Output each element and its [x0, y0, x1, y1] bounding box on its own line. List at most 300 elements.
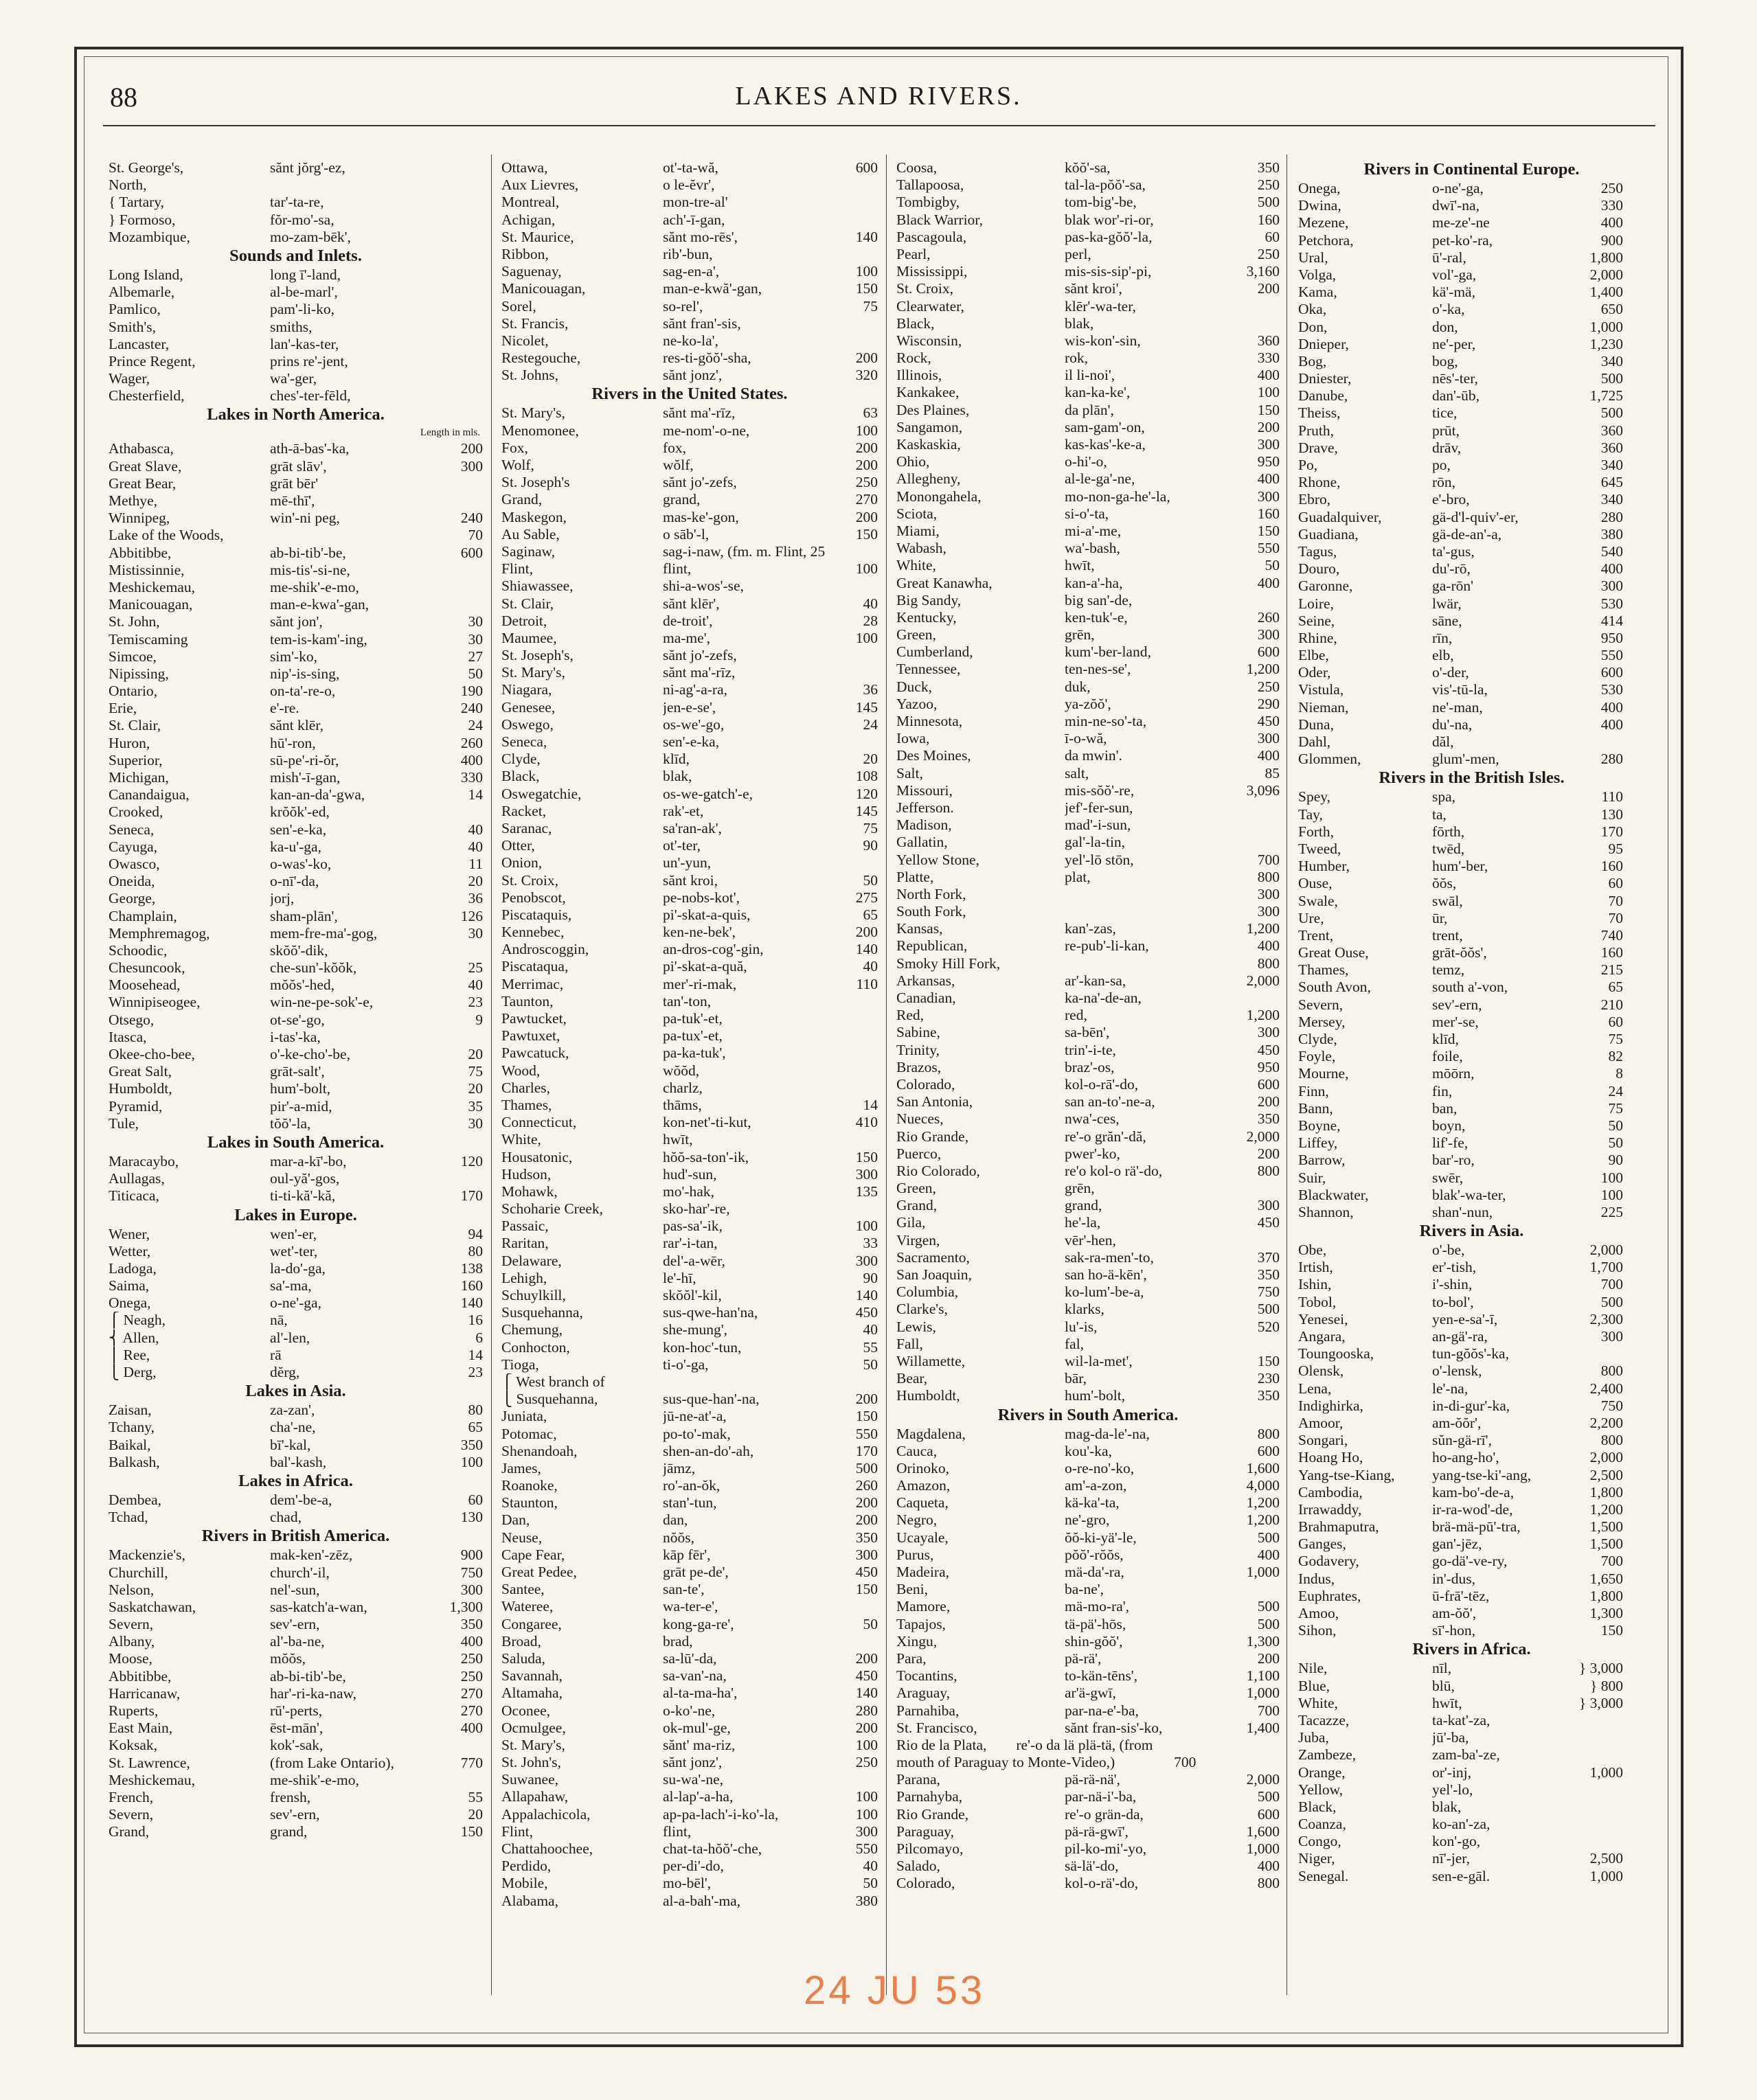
entry-row	[896, 1145, 1280, 1163]
entry-row	[896, 436, 1280, 453]
entry-pronunciation: sī'-hon,	[1432, 1622, 1475, 1639]
entry-pronunciation: sä-lä'-do,	[1065, 1858, 1119, 1875]
entry-name: ⎧ West branch of	[501, 1373, 605, 1390]
entry-row	[109, 786, 483, 803]
entry-pronunciation: long ī'-land,	[270, 266, 341, 283]
column-divider	[886, 155, 887, 1995]
entry-pronunciation: nā,	[270, 1312, 288, 1329]
entry-name: Jefferson.	[896, 799, 954, 816]
column-1	[109, 159, 483, 1841]
entry-row	[1298, 875, 1645, 892]
entry-length: 1,800	[1589, 249, 1623, 266]
entry-pronunciation: go-dä'-ve-ry,	[1432, 1553, 1508, 1570]
entry-row	[501, 229, 878, 246]
entry-row	[109, 510, 483, 527]
entry-pronunciation: su-wa'-ne,	[663, 1771, 724, 1788]
entry-row	[501, 1321, 878, 1338]
entry-length: 1,800	[1589, 1587, 1623, 1604]
entry-pronunciation: ok-mul'-ge,	[663, 1719, 731, 1736]
entry-name: ⎧ Neagh,	[109, 1312, 166, 1329]
entry-row	[896, 1823, 1280, 1840]
entry-length: 600	[1257, 1805, 1280, 1823]
entry-row	[501, 1426, 878, 1443]
entry-pronunciation: mōōrn,	[1432, 1065, 1475, 1082]
entry-row	[1298, 699, 1645, 716]
entry-row	[1298, 716, 1645, 733]
entry-name: St. Mary's,	[501, 404, 565, 422]
entry-length: 350	[1257, 1266, 1280, 1283]
entry-pronunciation: pä-rä-gwī',	[1065, 1823, 1129, 1840]
entry-row	[1298, 249, 1645, 266]
entry-row	[501, 543, 878, 560]
entry-row	[896, 799, 1280, 817]
entry-row	[501, 1598, 878, 1615]
entry-length: 1,600	[1246, 1459, 1280, 1476]
entry-row	[1298, 1501, 1645, 1518]
entry-length	[831, 246, 878, 263]
entry-pronunciation: temz,	[1432, 961, 1465, 979]
entry-length: 1,500	[1589, 1536, 1623, 1553]
entry-length: 800	[1257, 1425, 1280, 1442]
entry-length: 330	[460, 769, 483, 786]
entry-row	[109, 1063, 483, 1080]
entry-length: 3,096	[1246, 781, 1280, 799]
entry-row	[1298, 630, 1645, 647]
entry-row	[501, 194, 878, 211]
entry-length: 65	[1608, 979, 1623, 996]
entry-length	[436, 579, 483, 596]
entry-name: St. Maurice,	[501, 228, 574, 245]
entry-pronunciation: win'-ni peg,	[270, 510, 340, 527]
entry-row	[109, 284, 483, 301]
entry-length: 40	[468, 838, 483, 855]
entry-pronunciation: ath-ā-bas'-ka,	[270, 440, 350, 457]
page-number: 88	[110, 82, 137, 113]
entry-name: St. Clair,	[501, 595, 554, 612]
entry-length: 520	[1257, 1318, 1280, 1335]
entry-row	[109, 1312, 483, 1329]
entry-length: 300	[1257, 903, 1280, 920]
entry-length: 6	[475, 1329, 483, 1346]
entry-pronunciation: blak,	[1065, 315, 1094, 332]
entry-row	[896, 643, 1280, 661]
entry-length: } 3,000	[1578, 1694, 1623, 1711]
entry-length	[436, 301, 483, 318]
entry-length: 414	[1600, 612, 1623, 629]
entry-row	[109, 613, 483, 630]
entry-name: Indighirka,	[1298, 1397, 1363, 1414]
entry-length: 300	[855, 1546, 878, 1563]
entry-pronunciation: krŏŏk'-ed,	[270, 803, 330, 821]
entry-row	[1298, 1622, 1645, 1639]
entry-length: 200	[855, 350, 878, 367]
entry-row	[501, 1183, 878, 1200]
entry-row	[896, 1042, 1280, 1059]
entry-row	[896, 176, 1280, 194]
entry-name: Tioga,	[501, 1356, 539, 1373]
entry-row	[896, 1616, 1280, 1633]
entry-row	[109, 527, 483, 544]
entry-length	[436, 212, 483, 229]
entry-pronunciation: o-ne'-ga,	[270, 1294, 321, 1312]
entry-length: 30	[468, 613, 483, 630]
entry-length: 200	[1257, 280, 1280, 297]
entry-row	[1298, 232, 1645, 249]
entry-pronunciation: mi-a'-me,	[1065, 522, 1122, 539]
entry-length: 500	[1257, 1615, 1280, 1632]
entry-row	[109, 1547, 483, 1564]
entry-name: Ebro,	[1298, 491, 1331, 508]
entry-row	[1298, 893, 1645, 910]
entry-length: 270	[460, 1702, 483, 1719]
entry-row	[109, 1080, 483, 1097]
entry-row	[896, 937, 1280, 955]
entry-pronunciation: bār,	[1065, 1370, 1087, 1387]
entry-length: 410	[855, 1114, 878, 1131]
entry-pronunciation: jef'-fer-sun,	[1065, 799, 1133, 816]
entry-length: 200	[855, 1494, 878, 1511]
entry-name: Lancaster,	[109, 335, 170, 352]
entry-row	[109, 1402, 483, 1419]
entry-pronunciation: rā	[270, 1346, 282, 1363]
entry-name: Black,	[896, 315, 935, 332]
entry-pronunciation: par-nä-i'-ba,	[1065, 1788, 1137, 1805]
entry-row	[501, 1511, 878, 1529]
entry-name: Willamette,	[896, 1352, 966, 1369]
entry-length: 100	[855, 1218, 878, 1235]
entry-row	[1298, 1328, 1645, 1345]
section-heading: Lakes in Asia.	[245, 1382, 346, 1401]
entry-length: 150	[855, 280, 878, 297]
entry-pronunciation: hŏŏ-sa-ton'-ik,	[663, 1148, 749, 1165]
entry-row	[896, 1387, 1280, 1404]
entry-length: 150	[1600, 1622, 1623, 1639]
entry-length: 80	[468, 1242, 483, 1259]
entry-length: 1,400	[1589, 284, 1623, 301]
entry-length	[831, 315, 878, 332]
entry-name: Kama,	[1298, 284, 1337, 301]
entry-pronunciation: i-tas'-ka,	[270, 1028, 321, 1045]
entry-pronunciation: man-e-kwa'-gan,	[270, 596, 370, 613]
entry-row	[896, 852, 1280, 869]
entry-pronunciation: kä'-mä,	[1432, 284, 1475, 301]
entry-pronunciation: del'-a-wēr,	[663, 1252, 725, 1269]
entry-name: Grand,	[896, 1197, 938, 1214]
entry-row	[896, 557, 1280, 574]
entry-pronunciation: sko-har'-re,	[663, 1200, 730, 1218]
entry-name: Nile,	[1298, 1660, 1328, 1677]
entry-length: 130	[1600, 806, 1623, 823]
entry-row	[109, 266, 483, 284]
entry-name: Oswegatchie,	[501, 785, 582, 802]
entry-name: Cayuga,	[109, 838, 158, 855]
entry-pronunciation: al-a-bah'-ma,	[663, 1892, 741, 1909]
entry-name: Churchill,	[109, 1564, 168, 1581]
entry-length: 120	[855, 785, 878, 802]
entry-pronunciation: sev'-ern,	[1432, 996, 1482, 1013]
entry-row	[896, 1806, 1280, 1823]
entry-name: Humboldt,	[109, 1080, 172, 1097]
entry-pronunciation: prins re'-jent,	[270, 352, 348, 369]
entry-pronunciation: mis-tis'-si-ne,	[270, 561, 350, 578]
entry-pronunciation: sănt ma'-rīz,	[663, 664, 736, 681]
entry-name: Mississippi,	[896, 263, 968, 280]
entry-length: 1,200	[1246, 920, 1280, 937]
entry-row	[896, 1370, 1280, 1387]
entry-name: Yellow,	[1298, 1781, 1344, 1798]
entry-row	[896, 1249, 1280, 1266]
entry-length: 120	[460, 1152, 483, 1169]
entry-row	[109, 1685, 483, 1702]
entry-row	[501, 837, 878, 854]
entry-pronunciation: brad,	[663, 1632, 693, 1650]
entry-length	[1233, 315, 1280, 332]
entry-length: 300	[855, 1823, 878, 1840]
entry-pronunciation: rōn,	[1432, 474, 1456, 491]
entry-name: White,	[1298, 1694, 1338, 1711]
entry-length: 75	[468, 1063, 483, 1080]
entry-length: 550	[1257, 540, 1280, 557]
entry-pronunciation: blū,	[1432, 1677, 1455, 1694]
entry-length: 200	[1257, 1145, 1280, 1162]
entry-pronunciation: vis'-tū-la,	[1432, 681, 1488, 698]
entry-row	[1298, 961, 1645, 979]
entry-row	[109, 1260, 483, 1277]
entry-name: Raritan,	[501, 1235, 549, 1252]
entry-row	[896, 592, 1280, 609]
entry-row	[896, 470, 1280, 488]
entry-row	[501, 872, 878, 889]
entry-pronunciation: pir'-a-mid,	[270, 1097, 332, 1115]
entry-pronunciation: or'-inj,	[1432, 1764, 1472, 1781]
entry-pronunciation: o-re-no'-ko,	[1065, 1459, 1135, 1476]
entry-length: 20	[468, 1080, 483, 1097]
entry-name: Moose,	[109, 1650, 152, 1667]
entry-name: Tocantins,	[896, 1667, 957, 1685]
entry-name: Ottawa,	[501, 159, 548, 176]
entry-length: 300	[1600, 578, 1623, 595]
entry-length: 145	[855, 802, 878, 819]
entry-length: 380	[855, 1892, 878, 1909]
entry-length: 260	[1257, 608, 1280, 626]
entry-row	[896, 1059, 1280, 1076]
entry-length: 450	[855, 1304, 878, 1321]
entry-pronunciation: sănt ma'-rīz,	[663, 404, 736, 422]
entry-name: Maskegon,	[501, 508, 567, 525]
entry-row	[896, 419, 1280, 436]
entry-row	[501, 647, 878, 664]
entry-name: Brazos,	[896, 1058, 942, 1075]
entry-length: 260	[855, 1477, 878, 1494]
entry-row	[109, 1012, 483, 1029]
entry-row	[501, 367, 878, 384]
entry-pronunciation: pä-rä',	[1065, 1650, 1102, 1667]
entry-length	[1576, 1781, 1623, 1799]
entry-name: Alabama,	[501, 1892, 558, 1909]
entry-row	[109, 387, 483, 404]
entry-name: Oka,	[1298, 301, 1327, 318]
entry-length: 75	[863, 819, 878, 836]
entry-pronunciation: kas-kas'-ke-a,	[1065, 436, 1146, 453]
entry-row	[501, 1373, 878, 1391]
entry-row	[896, 713, 1280, 730]
entry-pronunciation: kou'-ka,	[1065, 1442, 1112, 1459]
entry-pronunciation: tar'-ta-re,	[270, 194, 324, 211]
entry-length	[831, 733, 878, 751]
entry-length: 2,000	[1589, 266, 1623, 283]
entry-pronunciation: ap-pa-lach'-i-ko'-la,	[663, 1805, 779, 1823]
entry-pronunciation: so-rel',	[663, 297, 703, 315]
entry-pronunciation: in'-dus,	[1432, 1570, 1475, 1587]
entry-length: 750	[460, 1564, 483, 1581]
entry-name: Danube,	[1298, 387, 1348, 404]
entry-length: 25	[468, 959, 483, 977]
entry-pronunciation: grāt bēr'	[270, 475, 319, 492]
entry-name: Ure,	[1298, 909, 1324, 926]
entry-pronunciation: os-we'-go,	[663, 716, 725, 733]
entry-pronunciation: mas-ke'-gon,	[663, 508, 739, 525]
entry-row	[501, 1840, 878, 1858]
entry-length: 450	[855, 1564, 878, 1580]
entry-pronunciation	[1065, 886, 1233, 903]
entry-pronunciation: jen-e-se',	[663, 698, 716, 716]
entry-row	[501, 404, 878, 422]
entry-pronunciation: pas-sa'-ik,	[663, 1218, 723, 1235]
entry-name: Pawcatuck,	[501, 1045, 569, 1062]
entry-row	[896, 1024, 1280, 1041]
entry-length	[831, 664, 878, 681]
entry-pronunciation: kum'-ber-land,	[1065, 643, 1151, 661]
entry-length: 100	[460, 1453, 483, 1470]
entry-row	[501, 803, 878, 820]
entry-length: 400	[460, 1720, 483, 1737]
entry-length: 190	[460, 683, 483, 700]
entry-row	[896, 1633, 1280, 1650]
entry-length: 250	[460, 1667, 483, 1685]
entry-length: 700	[1257, 851, 1280, 868]
entry-row	[501, 1010, 878, 1027]
entry-length: 240	[460, 510, 483, 527]
entry-row	[1298, 1187, 1645, 1204]
entry-length: 50	[863, 1356, 878, 1373]
entry-pronunciation: glum'-men,	[1432, 751, 1499, 768]
entry-name: Trinity,	[896, 1041, 940, 1058]
entry-pronunciation: fŏr-mo'-sa,	[270, 211, 335, 228]
entry-pronunciation: ga-rōn'	[1432, 578, 1473, 595]
entry-name: Titicaca,	[109, 1187, 159, 1205]
entry-row	[501, 716, 878, 733]
entry-name: Colorado,	[896, 1075, 955, 1093]
entry-pronunciation: hū'-ron,	[270, 734, 316, 751]
entry-row	[109, 440, 483, 457]
entry-name: Tombigby,	[896, 194, 960, 211]
entry-row	[109, 562, 483, 579]
entry-pronunciation: ten-nes-se',	[1065, 661, 1131, 678]
entry-pronunciation: dăl,	[1432, 733, 1454, 750]
entry-name: James,	[501, 1459, 541, 1476]
entry-pronunciation: dĕrg,	[270, 1364, 300, 1380]
entry-name: Mobile,	[501, 1875, 548, 1892]
entry-name: Ocmulgee,	[501, 1719, 566, 1736]
entry-length: 90	[863, 837, 878, 854]
entry-length: 75	[1608, 1031, 1623, 1047]
entry-name: Saguenay,	[501, 263, 562, 280]
entry-length: 90	[1608, 1152, 1623, 1169]
entry-length: 280	[1600, 508, 1623, 525]
entry-name: Smoky Hill Fork,	[896, 955, 1001, 972]
entry-pronunciation: re'-o grăn'-dă,	[1065, 1128, 1146, 1145]
entry-length: 126	[460, 907, 483, 924]
entry-pronunciation: tom-big'-be,	[1065, 194, 1137, 211]
entry-name: Des Plaines,	[896, 401, 970, 418]
entry-row	[1298, 1695, 1645, 1712]
entry-row	[501, 1893, 878, 1910]
entry-name: Obe,	[1298, 1242, 1327, 1259]
entry-name: Loire,	[1298, 595, 1334, 612]
entry-row	[896, 367, 1280, 384]
entry-length: 300	[460, 1581, 483, 1598]
entry-row	[1298, 1169, 1645, 1187]
entry-length: 138	[460, 1259, 483, 1277]
column-divider	[491, 155, 492, 1995]
entry-length: 600	[855, 159, 878, 176]
entry-pronunciation: wŏŏd,	[663, 1062, 700, 1079]
page-title: LAKES AND RIVERS.	[735, 82, 1022, 111]
entry-row	[109, 1294, 483, 1312]
entry-pronunciation: kan-a'-ha,	[1065, 574, 1123, 591]
entry-length: 2,200	[1589, 1414, 1623, 1431]
entry-length	[1233, 1336, 1280, 1353]
entry-name: Onega,	[109, 1294, 151, 1312]
entry-row	[501, 958, 878, 975]
entry-pronunciation: po,	[1432, 457, 1451, 473]
entry-length	[1233, 1232, 1280, 1249]
entry-name: Sciota,	[896, 505, 938, 522]
entry-pronunciation: ar'-kan-sa,	[1065, 972, 1126, 989]
entry-length: 400	[1600, 214, 1623, 231]
entry-row	[1298, 595, 1645, 613]
entry-row	[896, 869, 1280, 886]
entry-name: Salt,	[896, 764, 923, 781]
entry-length: 63	[863, 404, 878, 422]
entry-pronunciation: wŏlf,	[663, 457, 694, 473]
entry-name: Tallapoosa,	[896, 176, 964, 194]
entry-length: 1,300	[449, 1598, 483, 1615]
entry-name: Allegheny,	[896, 470, 961, 488]
entry-length	[436, 475, 483, 492]
entry-row	[896, 1197, 1280, 1214]
entry-row	[896, 1336, 1280, 1353]
entry-name: Dahl,	[1298, 733, 1331, 750]
entry-name: Rio Grande,	[896, 1805, 969, 1823]
entry-name: Para,	[896, 1650, 927, 1667]
entry-row	[1298, 1362, 1645, 1380]
entry-line: mouth of Paraguay to Monte-Video,) 700	[896, 1754, 1197, 1771]
entry-length: 250	[1257, 176, 1280, 194]
entry-row	[501, 1253, 878, 1270]
entry-pronunciation: sa-bēn',	[1065, 1024, 1110, 1041]
entry-name: Saima,	[109, 1277, 150, 1294]
entry-pronunciation: le'-hī,	[663, 1269, 696, 1286]
entry-length	[1576, 1345, 1623, 1362]
entry-row	[109, 1737, 483, 1754]
entry-name: Lake of the Woods,	[109, 527, 224, 544]
entry-row	[896, 1547, 1280, 1564]
entry-name: Clyde,	[501, 751, 541, 768]
date-stamp: 24 JU 53	[804, 1968, 986, 2013]
entry-length: 36	[863, 681, 878, 698]
entry-row	[1298, 1311, 1645, 1328]
